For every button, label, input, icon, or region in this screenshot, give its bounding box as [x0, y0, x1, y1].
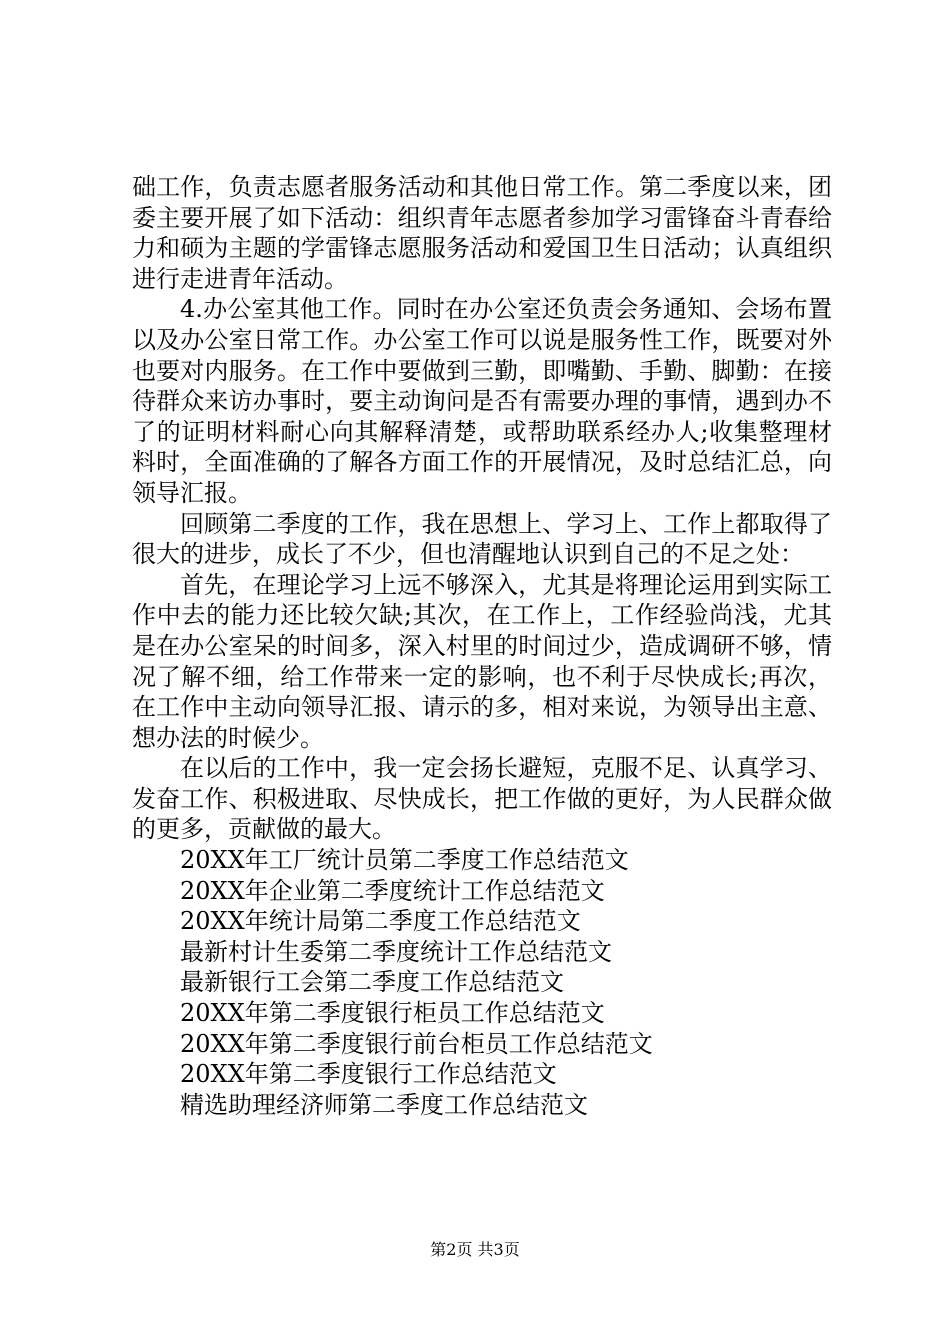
page-footer: 第2页 共3页 — [430, 1240, 520, 1259]
paragraph-3: 回顾第二季度的工作，我在思想上、学习上、工作上都取得了很大的进步，成长了不少，但也清醒地认识到自己的不足之处： — [132, 509, 832, 569]
related-link[interactable]: 最新银行工会第二季度工作总结范文 — [180, 968, 564, 997]
paragraph-4: 首先，在理论学习上远不够深入，尤其是将理论运用到实际工作中去的能力还比较欠缺;其次，在工作上，工作经验尚浅，尤其是在办公室呆的时间多，深入村里的时间过少，造成调研不够，情况了解不细，给工作带来一定的影响，也不利于尽快成长;再次，在工作中主动向领导汇报、请示的多，相对来说，为领导出主意、想办法的时候少。 — [132, 570, 832, 752]
related-link[interactable]: 20XX年第二季度银行柜员工作总结范文 — [180, 999, 605, 1028]
related-link[interactable]: 最新村计生委第二季度统计工作总结范文 — [180, 937, 612, 966]
related-link[interactable]: 20XX年企业第二季度统计工作总结范文 — [180, 876, 605, 905]
related-link[interactable]: 精选助理经济师第二季度工作总结范文 — [180, 1090, 588, 1119]
paragraph-1: 础工作，负责志愿者服务活动和其他日常工作。第二季度以来，团委主要开展了如下活动：组织青年志愿者参加学习雷锋奋斗青春给力和硕为主题的学雷锋志愿服务活动和爱国卫生日活动；认真组织进行走进青年活动。 — [132, 173, 832, 293]
document-body — [132, 172, 832, 1120]
related-link[interactable]: 20XX年统计局第二季度工作总结范文 — [180, 907, 581, 936]
related-link[interactable]: 20XX年第二季度银行前台柜员工作总结范文 — [180, 1029, 653, 1058]
related-links-list — [132, 845, 832, 1120]
paragraph-5: 在以后的工作中，我一定会扬长避短，克服不足、认真学习、发奋工作、积极进取、尽快成长，把工作做的更好，为人民群众做的更多，贡献做的最大。 — [132, 754, 832, 844]
related-link[interactable]: 20XX年工厂统计员第二季度工作总结范文 — [180, 846, 629, 875]
related-link[interactable]: 20XX年第二季度银行工作总结范文 — [180, 1060, 557, 1089]
paragraph-2: 4.办公室其他工作。同时在办公室还负责会务通知、会场布置以及办公室日常工作。办公室工作可以说是服务性工作，既要对外也要对内服务。在工作中要做到三勤，即嘴勤、手勤、脚勤：在接待群众来访办事时，要主动询问是否有需要办理的事情，遇到办不了的证明材料耐心向其解释清楚，或帮助联系经办人;收集整理材料时，全面准确的了解各方面工作的开展情况，及时总结汇总，向领导汇报。 — [132, 295, 832, 507]
